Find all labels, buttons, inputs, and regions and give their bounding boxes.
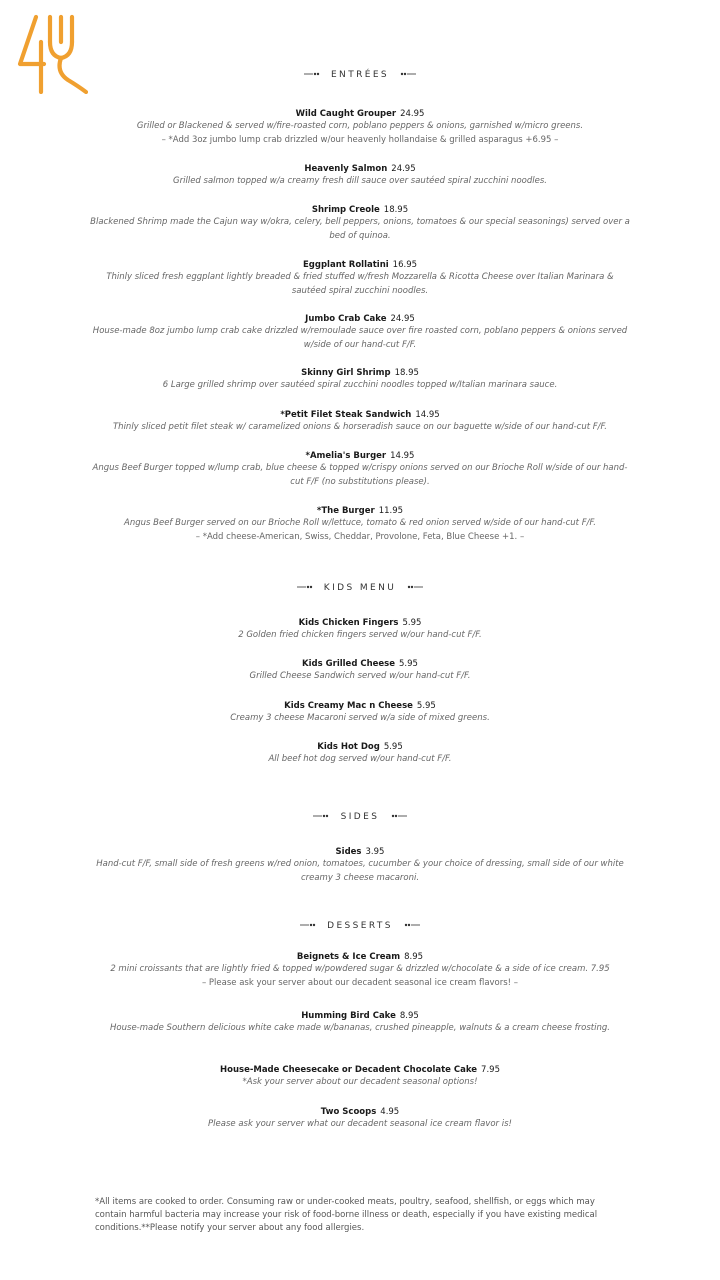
item-name: Kids Chicken Fingers bbox=[298, 618, 399, 628]
ornament-left bbox=[304, 70, 320, 80]
menu-item bbox=[90, 741, 630, 767]
item-price: 5.95 bbox=[402, 618, 422, 628]
menu-item bbox=[90, 617, 630, 643]
item-description: Please ask your server what our decadent seasonal ice cream flavor is! bbox=[208, 1119, 512, 1129]
menu-item bbox=[90, 700, 630, 726]
item-name: *Amelia's Burger bbox=[305, 451, 387, 461]
item-name: House-Made Cheesecake or Decadent Chocolate Cake bbox=[220, 1065, 478, 1075]
ornament-left bbox=[313, 812, 329, 822]
menu-item bbox=[90, 367, 630, 393]
item-price: 24.95 bbox=[391, 164, 416, 174]
item-description: House-made 8oz jumbo lump crab cake drizzled w/remoulade sauce over fire roasted corn, poblano peppers & onions served w/side of our hand-cut F/F. bbox=[92, 326, 628, 350]
ornament-right bbox=[404, 921, 420, 931]
item-price: 16.95 bbox=[392, 260, 418, 270]
menu-item bbox=[90, 204, 630, 243]
item-description: Thinly sliced fresh eggplant lightly breaded & fried stuffed w/fresh Mozzarella & Ricotta Cheese over Italian Marinara & sautéed spiral zucchini noodles. bbox=[106, 272, 614, 296]
item-name: Humming Bird Cake bbox=[301, 1011, 396, 1021]
menu-item bbox=[90, 1106, 630, 1132]
menu-item bbox=[90, 1064, 630, 1090]
menu-item bbox=[90, 658, 630, 684]
item-price: 24.95 bbox=[390, 314, 415, 324]
item-description: Grilled Cheese Sandwich served w/our hand-cut F/F. bbox=[249, 671, 471, 681]
item-price: 18.95 bbox=[383, 205, 409, 215]
section-header-entrees: ENTRÉES bbox=[0, 70, 720, 81]
item-name: Jumbo Crab Cake bbox=[305, 314, 387, 324]
item-name: *The Burger bbox=[316, 506, 375, 516]
menu-item bbox=[90, 409, 630, 435]
menu-item bbox=[90, 163, 630, 189]
fork-logo-icon bbox=[16, 12, 88, 94]
item-name: Kids Creamy Mac n Cheese bbox=[284, 701, 413, 711]
item-description: Creamy 3 cheese Macaroni served w/a side of mixed greens. bbox=[230, 713, 490, 723]
menu-item bbox=[90, 450, 630, 489]
item-description: Blackened Shrimp made the Cajun way w/okra, celery, bell peppers, onions, tomatoes & our special seasonings) served over a bed of quinoa. bbox=[90, 217, 630, 241]
item-price: 11.95 bbox=[378, 506, 404, 516]
item-name: Two Scoops bbox=[320, 1107, 377, 1117]
item-description: 2 mini croissants that are lightly fried & topped w/powdered sugar & drizzled w/chocolate & a side of ice cream. 7.95 bbox=[110, 964, 610, 974]
ornament-right bbox=[400, 70, 416, 80]
item-name: Heavenly Salmon bbox=[304, 164, 388, 174]
item-description: House-made Southern delicious white cake made w/bananas, crushed pineapple, walnuts & a cream cheese frosting. bbox=[110, 1023, 610, 1033]
item-description: Angus Beef Burger served on our Brioche Roll w/lettuce, tomato & red onion served w/side of our hand-cut F/F. bbox=[124, 518, 596, 528]
section-header-kids: KIDS MENU bbox=[0, 583, 720, 594]
item-price: 5.95 bbox=[399, 659, 418, 669]
section-header-desserts: DESSERTS bbox=[0, 921, 720, 932]
item-note: – Please ask your server about our decadent seasonal ice cream flavors! – bbox=[201, 977, 519, 988]
ornament-right bbox=[407, 583, 423, 593]
disclaimer: *All items are cooked to order. Consuming raw or under-cooked meats, poultry, seafood, shellfish, or eggs which may contain harmful bacteria may increase your risk of food-borne illness or death, especially if you have existing medical conditions.**Please notify your server about any food allergies. bbox=[95, 1197, 598, 1233]
menu-item bbox=[90, 951, 630, 990]
menu-item bbox=[90, 505, 630, 544]
menu-item bbox=[90, 259, 630, 298]
item-name: Sides bbox=[335, 847, 362, 857]
menu-item bbox=[90, 108, 630, 147]
menu-item bbox=[90, 313, 630, 352]
item-description: Thinly sliced petit filet steak w/ caramelized onions & horseradish sauce on our baguette w/side of our hand-cut F/F. bbox=[112, 422, 608, 432]
item-description: 6 Large grilled shrimp over sautéed spiral zucchini noodles topped w/Italian marinara sauce. bbox=[162, 380, 558, 390]
item-price: 5.95 bbox=[416, 701, 436, 711]
item-price: 18.95 bbox=[394, 368, 419, 378]
item-price: 3.95 bbox=[365, 847, 385, 857]
item-description: All beef hot dog served w/our hand-cut F/F. bbox=[268, 754, 452, 764]
ornament-left bbox=[300, 921, 316, 931]
item-description: 2 Golden fried chicken fingers served w/our hand-cut F/F. bbox=[238, 630, 482, 640]
item-price: 5.95 bbox=[383, 742, 403, 752]
item-name: Wild Caught Grouper bbox=[295, 109, 397, 119]
item-description: Hand-cut F/F, small side of fresh greens w/red onion, tomatoes, cucumber & your choice of dressing, small side of our white creamy 3 cheese macaroni. bbox=[96, 859, 624, 883]
item-note: – *Add cheese-American, Swiss, Cheddar, Provolone, Feta, Blue Cheese +1. – bbox=[195, 531, 525, 542]
item-price: 7.95 bbox=[481, 1065, 500, 1075]
item-price: 14.95 bbox=[390, 451, 415, 461]
item-note: – *Add 3oz jumbo lump crab drizzled w/our heavenly hollandaise & grilled asparagus +6.95 – bbox=[161, 134, 559, 145]
item-price: 24.95 bbox=[400, 109, 425, 119]
menu-item bbox=[90, 1010, 630, 1036]
item-name: Skinny Girl Shrimp bbox=[301, 368, 391, 378]
item-name: Beignets & Ice Cream bbox=[296, 952, 401, 962]
section-header-sides: SIDES bbox=[0, 812, 720, 823]
item-description: *Ask your server about our decadent seasonal options! bbox=[242, 1077, 478, 1087]
menu-item bbox=[90, 846, 630, 885]
item-description: Grilled salmon topped w/a creamy fresh dill sauce over sautéed spiral zucchini noodles. bbox=[173, 176, 547, 186]
item-name: Kids Grilled Cheese bbox=[302, 659, 396, 669]
item-price: 14.95 bbox=[415, 410, 440, 420]
item-price: 8.95 bbox=[404, 952, 424, 962]
item-price: 4.95 bbox=[380, 1107, 400, 1117]
item-description: Angus Beef Burger topped w/lump crab, blue cheese & topped w/crispy onions served on our Brioche Roll w/side of our hand-cut F/F (no substitutions please). bbox=[92, 463, 628, 487]
item-name: Eggplant Rollatini bbox=[302, 260, 389, 270]
item-price: 8.95 bbox=[399, 1011, 419, 1021]
ornament-right bbox=[391, 812, 407, 822]
item-description: Grilled or Blackened & served w/fire-roasted corn, poblano peppers & onions, garnished w/micro greens. bbox=[136, 121, 584, 131]
item-name: *Petit Filet Steak Sandwich bbox=[280, 410, 412, 420]
item-name: Shrimp Creole bbox=[311, 205, 380, 215]
item-name: Kids Hot Dog bbox=[317, 742, 380, 752]
ornament-left bbox=[297, 583, 313, 593]
